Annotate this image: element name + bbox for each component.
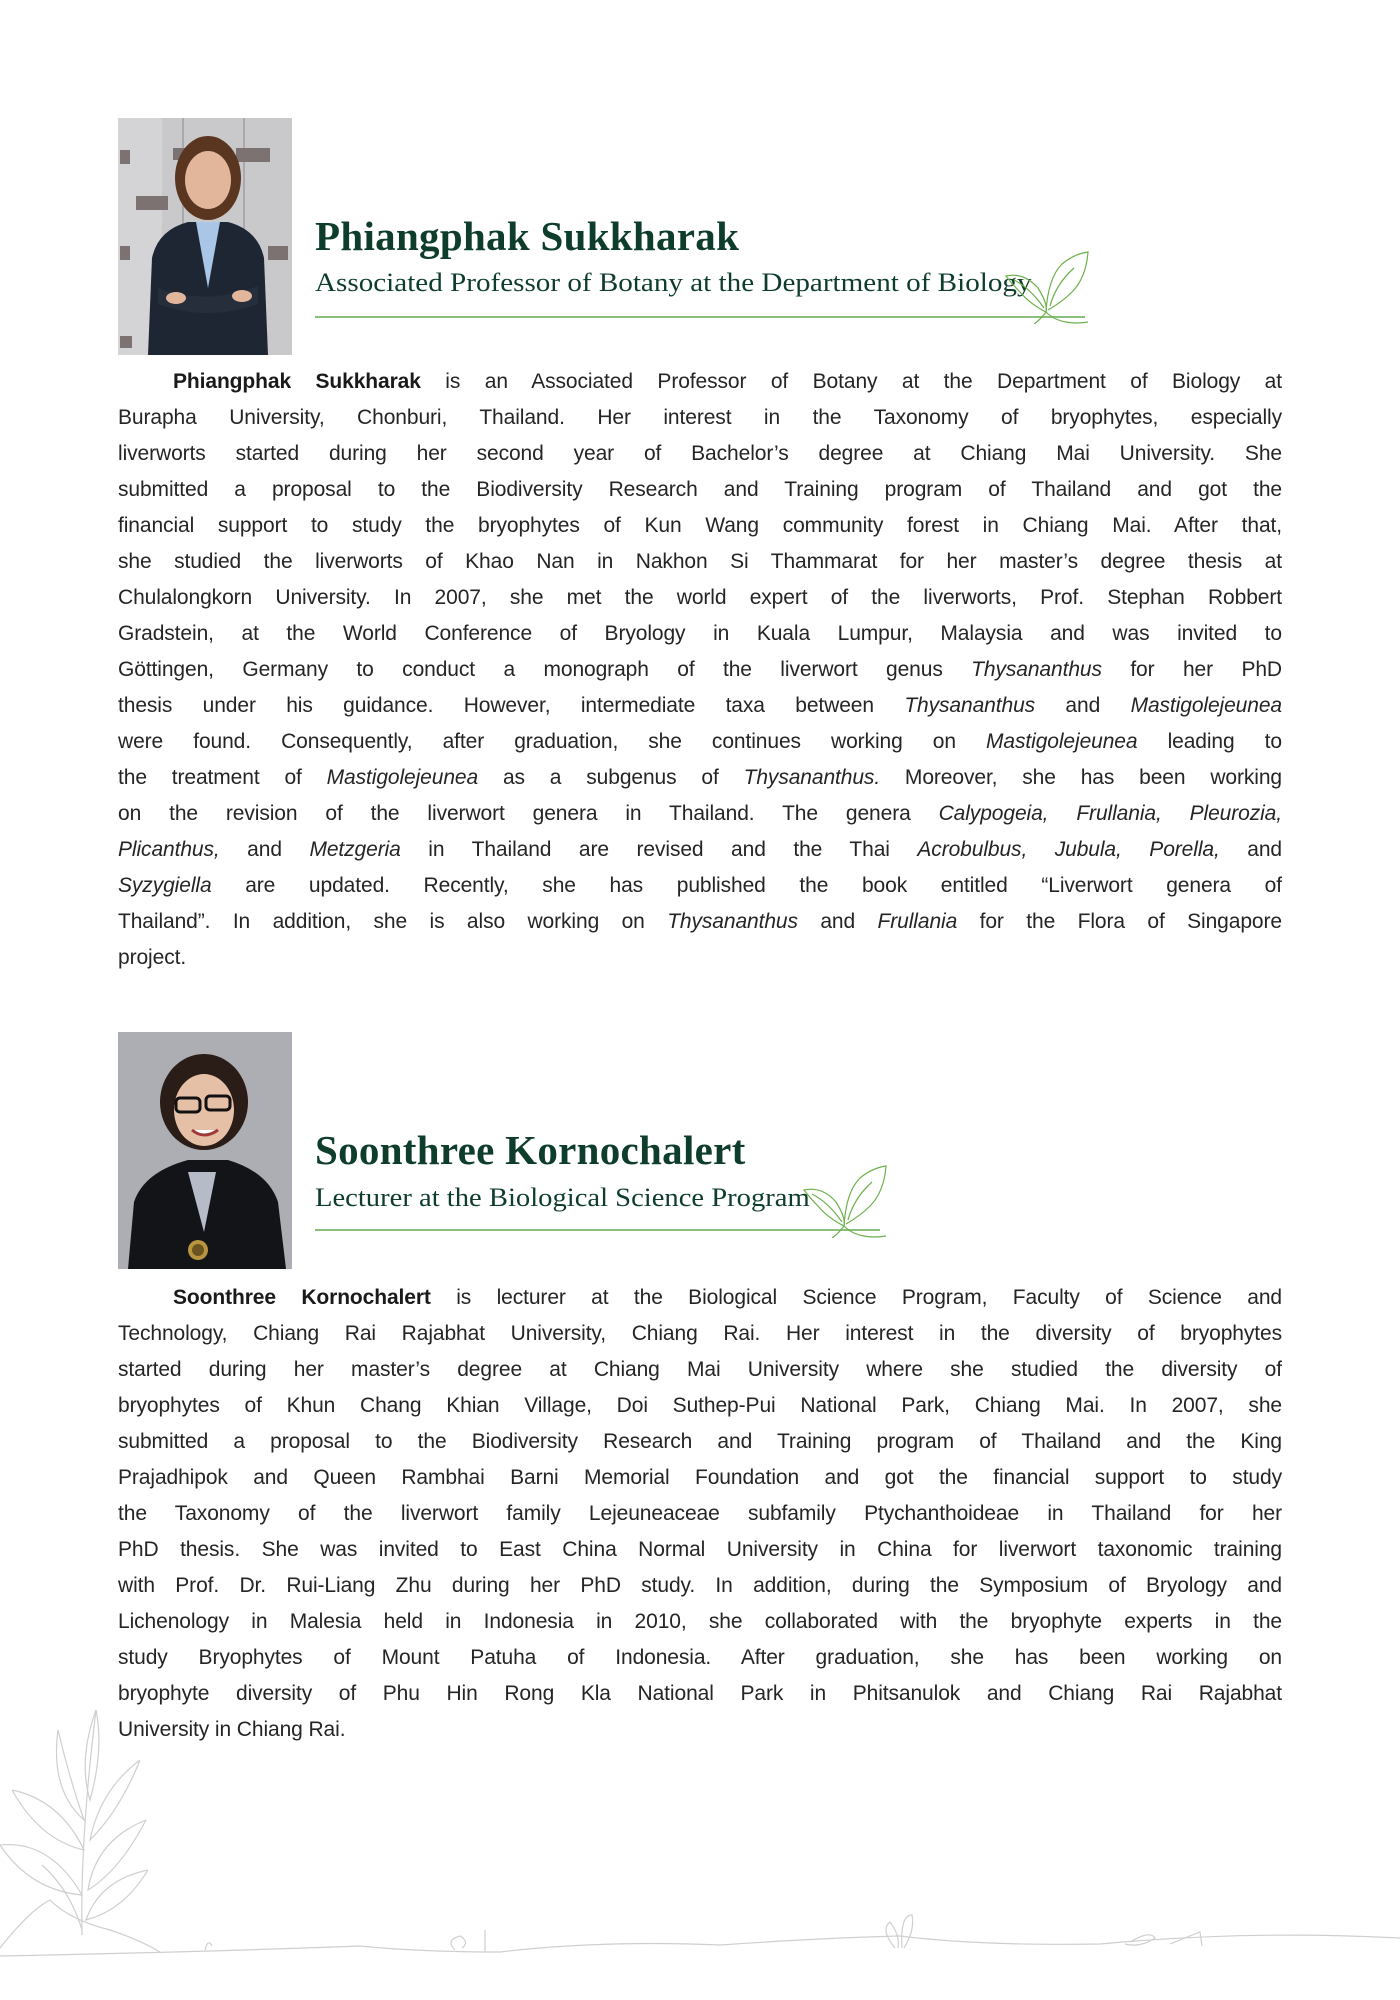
bio-line	[118, 616, 1282, 652]
bio-line	[118, 1640, 1282, 1676]
profile-name: Phiangphak Sukkharak	[315, 213, 740, 259]
bio-line	[118, 940, 1282, 976]
bio-text: PhD thesis. She was invited to East China Normal University in China for liverwort taxonomic training	[118, 1538, 1282, 1561]
taxon-italic: Thysananthus.	[743, 766, 881, 789]
profile-bio	[118, 1280, 1282, 1748]
bio-line	[118, 868, 1282, 904]
bio-name-bold: Soonthree Kornochalert	[173, 1286, 431, 1309]
bio-text: Göttingen, Germany to conduct a monograph of the liverwort genus	[118, 658, 972, 681]
taxon-italic: Acrobulbus, Jubula, Porella,	[917, 838, 1220, 861]
bio-line	[118, 364, 1282, 400]
bio-text: bryophyte diversity of Phu Hin Rong Kla National Park in Phitsanulok and Chiang Rai Rajabhat	[118, 1682, 1282, 1705]
bio-text: Gradstein, at the World Conference of Bryology in Kuala Lumpur, Malaysia and was invited to	[118, 622, 1282, 645]
bio-line	[118, 1352, 1282, 1388]
heading-divider	[315, 1229, 880, 1231]
bio-text: in Thailand are revised and the Thai	[400, 838, 918, 861]
bio-text: Burapha University, Chonburi, Thailand. Her interest in the Taxonomy of bryophytes, especially	[118, 406, 1282, 429]
bio-text: University in Chiang Rai.	[118, 1718, 346, 1741]
bio-text: were found. Consequently, after graduation, she continues working on	[118, 730, 987, 753]
bio-text: Prajadhipok and Queen Rambhai Barni Memorial Foundation and got the financial support to study	[118, 1466, 1282, 1489]
bio-text: is an Associated Professor of Botany at the Department of Biology at	[420, 370, 1282, 393]
bio-text: started during her master’s degree at Chiang Mai University where she studied the diversity of	[118, 1358, 1282, 1381]
bio-text: she studied the liverworts of Khao Nan in Nakhon Si Thammarat for her master’s degree thesis at	[118, 550, 1282, 573]
bio-line	[118, 832, 1282, 868]
bio-text: for her PhD	[1101, 658, 1282, 681]
bio-line	[118, 796, 1282, 832]
taxon-italic: Calypogeia, Frullania, Pleurozia,	[938, 802, 1282, 825]
bio-text: on the revision of the liverwort genera in Thailand. The genera	[118, 802, 939, 825]
bio-text: thesis under his guidance. However, intermediate taxa between	[118, 694, 905, 717]
profile-photo-soonthree	[118, 1032, 292, 1269]
bio-line	[118, 400, 1282, 436]
taxon-italic: Plicanthus,	[118, 838, 220, 861]
bio-line	[118, 1388, 1282, 1424]
bio-text: leading to	[1137, 730, 1282, 753]
portrait-photo-icon	[118, 118, 292, 355]
taxon-italic: Frullania	[877, 910, 958, 933]
bio-text: and	[797, 910, 878, 933]
bio-line	[118, 1568, 1282, 1604]
bio-line	[118, 472, 1282, 508]
bio-text: liverworts started during her second year of Bachelor’s degree at Chiang Mai University. She	[118, 442, 1282, 465]
bio-text: for the Flora of Singapore	[957, 910, 1282, 933]
bio-line	[118, 652, 1282, 688]
leaf-sprout-icon	[802, 1162, 888, 1238]
taxon-italic: Mastigolejeunea	[326, 766, 479, 789]
bio-text: and	[219, 838, 310, 861]
bio-line	[118, 580, 1282, 616]
bio-line	[118, 1316, 1282, 1352]
bio-line	[118, 724, 1282, 760]
bio-text: Moreover, she has been working	[880, 766, 1282, 789]
taxon-italic: Mastigolejeunea	[1130, 694, 1282, 717]
bio-line	[118, 436, 1282, 472]
bio-text: is lecturer at the Biological Science Program, Faculty of Science and	[430, 1286, 1282, 1309]
bio-text: with Prof. Dr. Rui-Liang Zhu during her PhD study. In addition, during the Symposium of Bryology and	[118, 1574, 1282, 1597]
taxon-italic: Thysananthus	[904, 694, 1036, 717]
plant-line-art-decoration	[0, 1690, 1400, 1990]
leaf-sprout-icon	[1004, 248, 1090, 324]
bio-line	[118, 1424, 1282, 1460]
portrait-photo-icon	[118, 1032, 292, 1269]
bio-line	[118, 1496, 1282, 1532]
bio-text: Lichenology in Malesia held in Indonesia in 2010, she collaborated with the bryophyte experts in the	[118, 1610, 1282, 1633]
bio-text: bryophytes of Khun Chang Khian Village, Doi Suthep-Pui National Park, Chiang Mai. In 2007, she	[118, 1394, 1282, 1417]
taxon-italic: Thysananthus	[667, 910, 798, 933]
bio-line	[118, 544, 1282, 580]
bio-text: submitted a proposal to the Biodiversity Research and Training program of Thailand and got the	[118, 478, 1282, 501]
heading-divider	[315, 316, 1085, 318]
bio-line	[118, 508, 1282, 544]
bio-line	[118, 760, 1282, 796]
taxon-italic: Mastigolejeunea	[986, 730, 1138, 753]
profile-name: Soonthree Kornochalert	[315, 1127, 746, 1173]
bio-text: are updated. Recently, she has published the book entitled “Liverwort genera of	[211, 874, 1282, 897]
bio-line	[118, 1532, 1282, 1568]
bio-line	[118, 1460, 1282, 1496]
bio-text: project.	[118, 946, 187, 969]
bio-text: and	[1035, 694, 1131, 717]
bio-text: Technology, Chiang Rai Rajabhat University, Chiang Rai. Her interest in the diversity of bryophytes	[118, 1322, 1282, 1345]
bio-text: submitted a proposal to the Biodiversity Research and Training program of Thailand and the King	[118, 1430, 1282, 1453]
bio-text: study Bryophytes of Mount Patuha of Indonesia. After graduation, she has been working on	[118, 1646, 1282, 1669]
profile-photo-phiangphak	[118, 118, 292, 355]
profile-role: Associated Professor of Botany at the Department of Biology	[315, 268, 1032, 297]
bio-text: financial support to study the bryophytes of Kun Wang community forest in Chiang Mai. After that,	[118, 514, 1282, 537]
bio-text: as a subgenus of	[478, 766, 744, 789]
bio-line	[118, 1280, 1282, 1316]
bio-text: the Taxonomy of the liverwort family Lejeuneaceae subfamily Ptychanthoideae in Thailand for her	[118, 1502, 1282, 1525]
bio-line	[118, 688, 1282, 724]
bio-name-bold: Phiangphak Sukkharak	[173, 370, 421, 393]
profile-bio	[118, 364, 1282, 976]
bio-line	[118, 1604, 1282, 1640]
taxon-italic: Thysananthus	[971, 658, 1102, 681]
bio-text: Chulalongkorn University. In 2007, she met the world expert of the liverworts, Prof. Stephan Robbert	[118, 586, 1282, 609]
bio-text: and	[1219, 838, 1282, 861]
taxon-italic: Syzygiella	[118, 874, 212, 897]
bio-text: Thailand”. In addition, she is also working on	[118, 910, 668, 933]
taxon-italic: Metzgeria	[309, 838, 401, 861]
profile-role: Lecturer at the Biological Science Program	[315, 1183, 810, 1212]
bio-text: the treatment of	[118, 766, 327, 789]
bio-line	[118, 904, 1282, 940]
